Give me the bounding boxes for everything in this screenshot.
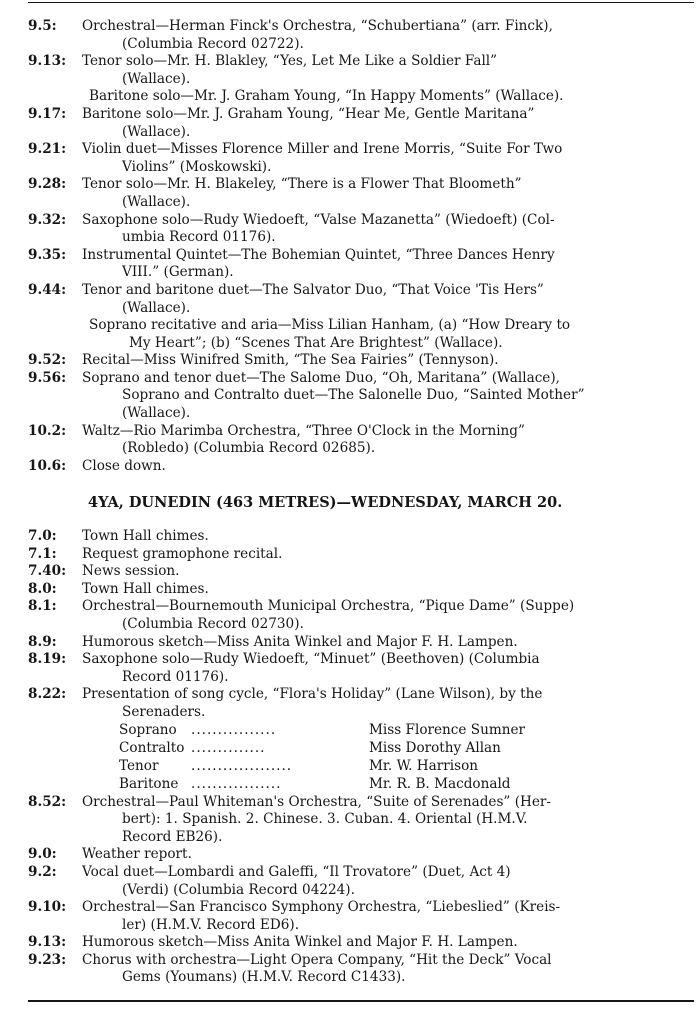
entry-time: 9.2: <box>28 863 57 880</box>
leader-dots: ................... <box>191 757 293 774</box>
entry-time: 8.22: <box>28 686 67 703</box>
programme-entry <box>28 899 694 934</box>
entry-time: 7.1: <box>28 545 57 562</box>
entry-line: ler) (H.M.V. Record ED6). <box>122 916 300 933</box>
entry-line: Baritone solo—Mr. J. Graham Young, “In Happy Moments” (Wallace). <box>89 88 564 105</box>
cast-row <box>28 776 694 794</box>
entry-text <box>82 794 694 847</box>
entry-text <box>82 528 694 546</box>
entry-line: Recital—Miss Winifred Smith, “The Sea Fairies” (Tennyson). <box>82 352 499 369</box>
entry-text <box>82 934 694 952</box>
entry-line: Orchestral—Paul Whiteman's Orchestra, “Suite of Serenades” (Her- <box>82 793 551 810</box>
entry-text <box>82 598 694 633</box>
entry-line: Violins” (Moskowski). <box>122 158 272 175</box>
entry-text <box>82 370 694 423</box>
entry-line: umbia Record 01176). <box>122 229 276 246</box>
programme-entry <box>28 934 694 952</box>
entry-line: Presentation of song cycle, “Flora's Holiday” (Lane Wilson), by the <box>82 686 543 703</box>
entry-time: 10.6: <box>28 457 67 474</box>
entry-time: 9.35: <box>28 246 67 263</box>
entry-time: 9.5: <box>28 18 57 34</box>
entry-line: Town Hall chimes. <box>82 580 209 597</box>
entry-time: 8.0: <box>28 580 57 597</box>
programme-entry <box>28 423 694 458</box>
singer-name: Mr. W. Harrison <box>369 757 479 774</box>
cast-row <box>28 722 694 740</box>
voice-part: Soprano <box>119 721 177 738</box>
programme-entry <box>28 546 694 564</box>
leader-dots: ................ <box>191 721 277 738</box>
entry-line: (Verdi) (Columbia Record 04224). <box>122 881 355 898</box>
entry-time: 8.9: <box>28 633 57 650</box>
entry-line: Gems (Youmans) (H.M.V. Record C1433). <box>122 969 406 986</box>
programme-entry <box>28 952 694 987</box>
entry-line: News session. <box>82 563 180 580</box>
entry-line: Orchestral—Herman Finck's Orchestra, “Schubertiana” (arr. Finck), <box>82 18 553 34</box>
entry-time: 9.17: <box>28 105 67 122</box>
programme-entry <box>28 212 694 247</box>
entry-text <box>28 88 694 106</box>
entry-line: Humorous sketch—Miss Anita Winkel and Major F. H. Lampen. <box>82 633 518 650</box>
programme-entry <box>28 370 694 423</box>
entry-text <box>82 176 694 211</box>
entry-line: My Heart”; (b) “Scenes That Are Brightest” (Wallace). <box>129 334 503 351</box>
entry-line: bert): 1. Spanish. 2. Chinese. 3. Cuban. 4. Oriental (H.M.V. <box>122 811 528 828</box>
programme-early-items <box>28 528 694 722</box>
entry-text <box>82 141 694 176</box>
entry-line: Town Hall chimes. <box>82 528 209 544</box>
entry-line: Waltz—Rio Marimba Orchestra, “Three O'Clock in the Morning” <box>82 422 525 439</box>
entry-line: Instrumental Quintet—The Bohemian Quintet, “Three Dances Henry <box>82 246 555 263</box>
programme-late-items <box>28 794 694 988</box>
leader-dots: .............. <box>191 739 266 756</box>
entry-line: Soprano recitative and aria—Miss Lilian Hanham, (a) “How Dreary to <box>89 317 571 334</box>
entry-text <box>82 18 694 53</box>
entry-time: 9.44: <box>28 281 67 298</box>
entry-time: 9.0: <box>28 846 57 863</box>
entry-text <box>82 247 694 282</box>
programme-entry <box>28 247 694 282</box>
entry-text <box>82 423 694 458</box>
programme-entry <box>28 598 694 633</box>
programme-entry <box>28 846 694 864</box>
singer-name: Miss Florence Sumner <box>369 721 526 738</box>
entry-time: 9.56: <box>28 369 67 386</box>
programme-entry <box>28 581 694 599</box>
voice-part: Baritone <box>119 775 179 792</box>
entry-time: 9.13: <box>28 53 67 70</box>
programme-entry <box>28 176 694 211</box>
entry-text <box>82 212 694 247</box>
entry-line: (Columbia Record 02722). <box>122 35 304 52</box>
programme-entry <box>28 282 694 317</box>
entry-time: 7.40: <box>28 563 67 580</box>
entry-text <box>82 563 694 581</box>
entry-line: Record EB26). <box>122 828 223 845</box>
entry-line: Soprano and Contralto duet—The Salonelle Duo, “Sainted Mother” <box>122 387 585 404</box>
programme-entry <box>28 141 694 176</box>
entry-line: Orchestral—Bournemouth Municipal Orchestra, “Pique Dame” (Suppe) <box>82 598 575 615</box>
entry-line: (Wallace). <box>122 70 191 87</box>
programme-entry <box>28 794 694 847</box>
programme-entry <box>28 88 694 106</box>
entry-line: Tenor solo—Mr. H. Blakley, “Yes, Let Me Like a Soldier Fall” <box>82 53 498 70</box>
programme-entry <box>28 634 694 652</box>
programme-entry <box>28 53 694 88</box>
entry-line: Record 01176). <box>122 668 229 685</box>
voice-part: Contralto <box>119 739 185 756</box>
entry-line: Saxophone solo—Rudy Wiedoeft, “Valse Mazanetta” (Wiedoeft) (Col- <box>82 211 555 228</box>
entry-text <box>82 282 694 317</box>
entry-text <box>28 317 694 352</box>
entry-line: (Wallace). <box>122 405 191 422</box>
cast-list <box>28 722 694 794</box>
entry-text <box>82 581 694 599</box>
entry-line: (Columbia Record 02730). <box>122 615 304 632</box>
programme-entry <box>28 864 694 899</box>
entry-time: 10.2: <box>28 422 67 439</box>
entry-line: (Robledo) (Columbia Record 02685). <box>122 440 376 457</box>
entry-time: 9.10: <box>28 899 67 916</box>
entry-line: Violin duet—Misses Florence Miller and Irene Morris, “Suite For Two <box>82 141 563 158</box>
entry-time: 9.23: <box>28 951 67 968</box>
entry-time: 9.32: <box>28 211 67 228</box>
entry-text <box>82 686 694 721</box>
entry-line: Orchestral—San Francisco Symphony Orchestra, “Liebeslied” (Kreis- <box>82 899 561 916</box>
entry-line: (Wallace). <box>122 193 191 210</box>
programme-entry <box>28 317 694 352</box>
entry-text <box>82 546 694 564</box>
programme-entry <box>28 528 694 546</box>
entry-time: 9.21: <box>28 141 67 158</box>
entry-line: Request gramophone recital. <box>82 545 283 562</box>
entry-time: 9.28: <box>28 176 67 193</box>
entry-line: Saxophone solo—Rudy Wiedoeft, “Minuet” (Beethoven) (Columbia <box>82 651 540 668</box>
entry-line: Chorus with orchestra—Light Opera Company, “Hit the Deck” Vocal <box>82 951 552 968</box>
entry-line: Humorous sketch—Miss Anita Winkel and Major F. H. Lampen. <box>82 934 518 951</box>
entry-line: Serenaders. <box>122 703 206 720</box>
cast-row <box>28 740 694 758</box>
bottom-rule <box>28 1000 694 1002</box>
cast-row <box>28 758 694 776</box>
programme-entry <box>28 563 694 581</box>
entry-text <box>82 952 694 987</box>
entry-line: Tenor solo—Mr. H. Blakeley, “There is a Flower That Bloometh” <box>82 176 522 193</box>
entry-time: 8.19: <box>28 651 67 668</box>
entry-text <box>82 106 694 141</box>
entry-time: 9.52: <box>28 352 67 369</box>
singer-name: Miss Dorothy Allan <box>369 739 501 756</box>
entry-line: Tenor and baritone duet—The Salvator Duo, “That Voice 'Tis Hers” <box>82 281 544 298</box>
entry-line: Close down. <box>82 457 166 474</box>
entry-time: 7.0: <box>28 528 57 544</box>
entry-text <box>82 864 694 899</box>
entry-text <box>82 53 694 88</box>
programme-entry <box>28 352 694 370</box>
entry-line: Baritone solo—Mr. J. Graham Young, “Hear Me, Gentle Maritana” <box>82 105 535 122</box>
voice-part: Tenor <box>119 757 159 774</box>
entry-text <box>82 899 694 934</box>
programme-entry <box>28 686 694 721</box>
leader-dots: ................. <box>191 775 282 792</box>
singer-name: Mr. R. B. Macdonald <box>369 775 511 792</box>
entry-line: (Wallace). <box>122 299 191 316</box>
entry-line: VIII.” (German). <box>122 264 234 281</box>
programme-entry <box>28 18 694 53</box>
programme-continuation <box>28 18 694 475</box>
station-heading: 4YA, DUNEDIN (463 METRES)—WEDNESDAY, MARCH 20. <box>88 494 563 511</box>
entry-time: 8.1: <box>28 598 57 615</box>
entry-text <box>82 634 694 652</box>
entry-line: Vocal duet—Lombardi and Galeffi, “Il Trovatore” (Duet, Act 4) <box>82 863 511 880</box>
entry-time: 8.52: <box>28 793 67 810</box>
entry-line: (Wallace). <box>122 123 191 140</box>
programme-entry <box>28 651 694 686</box>
entry-time: 9.13: <box>28 934 67 951</box>
entry-line: Soprano and tenor duet—The Salome Duo, “Oh, Maritana” (Wallace), <box>82 369 560 386</box>
programme-entry <box>28 106 694 141</box>
entry-text <box>82 846 694 864</box>
entry-text <box>82 352 694 370</box>
entry-line: Weather report. <box>82 846 192 863</box>
programme-4ya-dunedin <box>28 528 694 987</box>
programme-entry <box>28 458 694 476</box>
entry-text <box>82 458 694 476</box>
top-rule <box>28 2 694 3</box>
entry-text <box>82 651 694 686</box>
